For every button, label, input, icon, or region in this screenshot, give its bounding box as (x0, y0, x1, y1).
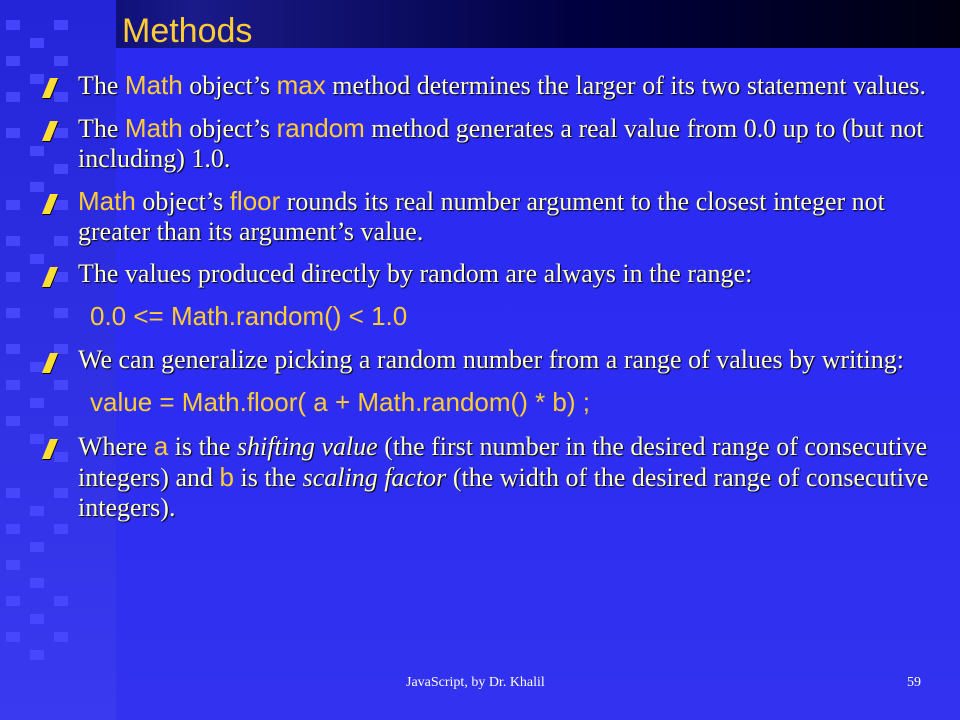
bullet-text-run: We can generalize picking a random number from a range of values by writing: (78, 345, 904, 374)
bullet-text-run: shifting value (236, 432, 378, 461)
decor-square (54, 56, 68, 66)
decor-square (6, 92, 20, 102)
formula-line: value = Math.floor( a + Math.random() * b) ; (90, 387, 590, 417)
decor-square (6, 308, 20, 318)
decor-square (6, 236, 20, 246)
bullet-item (40, 186, 940, 247)
bullet-text (78, 70, 940, 101)
bullet-text-run: scaling factor (302, 463, 447, 492)
slash-bullet-icon (42, 267, 58, 287)
decor-square (6, 56, 20, 66)
decor-square (6, 272, 20, 282)
decor-square (54, 632, 68, 642)
bullet-text-run: max (276, 70, 326, 100)
bullet-text-run: b (219, 462, 234, 492)
bullet-text-run: object’s (135, 187, 230, 216)
bullet-text-run: method generates a real value from 0.0 up to (but not including) 1.0. (78, 114, 924, 173)
slash-bullet-icon (42, 78, 58, 98)
decor-square (54, 20, 68, 30)
decor-square (30, 38, 44, 48)
bullet-text-run: rounds its real number argument to the closest integer not greater than its argument’s value. (78, 187, 885, 246)
decor-square (6, 524, 20, 534)
bullet-item (40, 113, 940, 174)
bullet-text (78, 186, 940, 247)
decor-square (6, 560, 20, 570)
bullet-text-run: Math (78, 186, 136, 216)
bullet-text-run: floor (229, 186, 281, 216)
bullet-item (40, 345, 940, 375)
bullet-text-run: (the first number in the desired range of consecutive integers) and (78, 432, 928, 492)
formula-line: 0.0 <= Math.random() < 1.0 (90, 301, 408, 331)
bullet-text (78, 113, 940, 174)
bullet-text-run: is the (168, 432, 237, 461)
slash-bullet-icon (42, 439, 58, 459)
bullet-text-run: Math (124, 113, 183, 143)
bullet-text-run: random (276, 113, 365, 143)
bullet-text-run: Math (124, 70, 183, 100)
decor-square (30, 578, 44, 588)
bullet-item (40, 70, 940, 101)
bullet-text-run: The values produced directly by random are always in the range: (78, 259, 753, 288)
decor-square (6, 20, 20, 30)
bullet-text (78, 431, 940, 523)
decor-square (6, 632, 20, 642)
decor-square (6, 344, 20, 354)
bullet-text-run: Where (78, 432, 154, 461)
decor-square (6, 416, 20, 426)
bullet-text-run: object’s (182, 114, 277, 143)
decor-square (30, 650, 44, 660)
bullet-text (78, 259, 940, 289)
decor-square (6, 380, 20, 390)
decor-square (6, 596, 20, 606)
decor-square (54, 596, 68, 606)
bullet-text-run: is the (233, 463, 303, 492)
bullet-text (78, 345, 940, 375)
footer-text: JavaScript, by Dr. Khalil (406, 675, 545, 690)
slash-bullet-icon (42, 353, 58, 373)
decor-square (6, 200, 20, 210)
slash-bullet-icon (42, 121, 58, 141)
decor-square (6, 488, 20, 498)
bullet-item (40, 431, 940, 523)
bullet-text-run: method determines the larger of its two statement values. (325, 71, 926, 100)
bullet-text-run: object’s (182, 71, 277, 100)
slash-bullet-icon (42, 194, 58, 214)
bullet-text-run: The (78, 114, 125, 143)
slide-title: Methods (122, 12, 253, 50)
bullet-text-run: The (78, 71, 125, 100)
page-number: 59 (907, 675, 921, 690)
bullet-list (40, 70, 940, 535)
bullet-item (40, 259, 940, 289)
decor-square (30, 614, 44, 624)
decor-square (30, 542, 44, 552)
bullet-text-run: (the width of the desired range of consecutive integers). (78, 463, 929, 522)
bullet-text-run: a (153, 431, 169, 461)
decor-square (6, 128, 20, 138)
